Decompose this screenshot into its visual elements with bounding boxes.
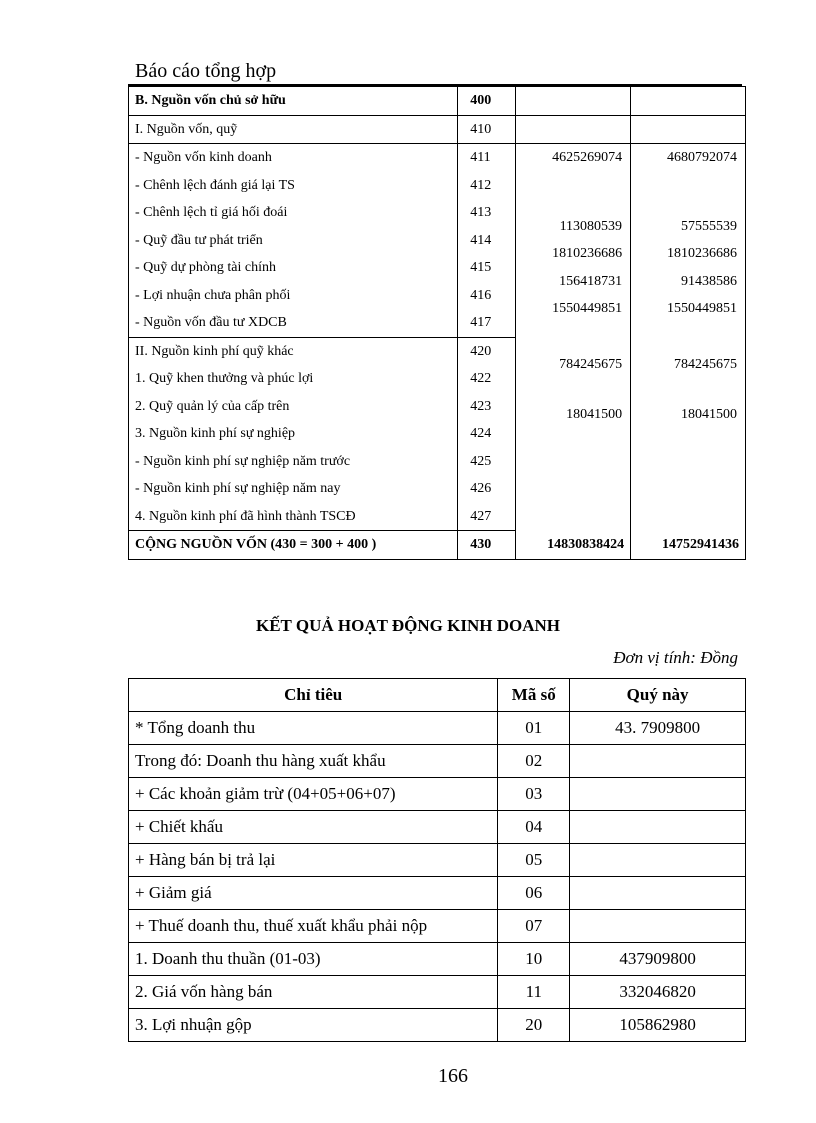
header-row [129,679,746,712]
table-row [129,712,746,745]
total-row [129,531,746,560]
row-value [570,877,746,910]
report-title: Báo cáo tổng hợp [135,60,277,82]
row-code: 426 [458,475,516,503]
row-label: - Nguồn kinh phí sự nghiệp năm trước [129,448,458,476]
row-code: 427 [458,503,516,531]
row-label: - Quỹ đầu tư phát triển [129,227,458,255]
row-label: 2. Giá vốn hàng bán [129,976,498,1009]
row-value: 105862980 [570,1009,746,1042]
row-code: 11 [498,976,570,1009]
row-label: Trong đó: Doanh thu hàng xuất khẩu [129,745,498,778]
page-number: 166 [438,1065,468,1087]
value-cell: 57555539 [681,219,737,234]
value-cell: 4680792074 [667,150,737,165]
results-table [128,678,746,1042]
total-col4: 14752941436 [631,531,746,560]
row-code: 425 [458,448,516,476]
row-code: 430 [458,531,516,560]
section-title: KẾT QUẢ HOẠT ĐỘNG KINH DOANH [256,616,560,635]
row-label: - Chênh lệch đánh giá lại TS [129,172,458,200]
table-row [129,115,746,144]
table-row [129,943,746,976]
row-label: CỘNG NGUỒN VỐN (430 = 300 + 400 ) [129,531,458,560]
row-code: 423 [458,393,516,421]
row-label: * Tổng doanh thu [129,712,498,745]
row-code: 414 [458,227,516,255]
table-row [129,144,746,172]
row-label: 4. Nguồn kinh phí đã hình thành TSCĐ [129,503,458,531]
row-code: 01 [498,712,570,745]
row-label: - Nguồn vốn kinh doanh [129,144,458,172]
row-code: 03 [498,778,570,811]
row-label: 3. Nguồn kinh phí sự nghiệp [129,420,458,448]
row-code: 04 [498,811,570,844]
row-value [570,778,746,811]
row-label: - Chênh lệch tỉ giá hối đoái [129,199,458,227]
table-row [129,745,746,778]
equity-table [128,86,746,560]
row-code: 06 [498,877,570,910]
value-cell: 4625269074 [552,150,623,165]
row-label: B. Nguồn vốn chủ sở hữu [129,87,458,116]
value-cell: 113080539 [559,219,623,234]
row-label: II. Nguồn kinh phí quỹ khác [129,337,458,365]
table-row [129,778,746,811]
row-code: 417 [458,309,516,337]
value-cell: 1550449851 [552,301,623,316]
group1-values-col3 [516,144,631,338]
row-code: 411 [458,144,516,172]
row-label: - Quỹ dự phòng tài chính [129,254,458,282]
row-label: + Chiết khấu [129,811,498,844]
table-row [129,1009,746,1042]
row-code: 413 [458,199,516,227]
row-code: 422 [458,365,516,393]
table-row [129,910,746,943]
row-code: 05 [498,844,570,877]
row-code: 10 [498,943,570,976]
row-value [570,811,746,844]
table-row [129,87,746,116]
table-row [129,844,746,877]
row-code: 02 [498,745,570,778]
table-row [129,877,746,910]
total-col3: 14830838424 [516,531,631,560]
column-header: Mã số [498,679,570,712]
table-row [129,976,746,1009]
group2-values-col3 [516,337,631,531]
row-value: 332046820 [570,976,746,1009]
row-label: - Nguồn vốn đầu tư XDCB [129,309,458,337]
row-code: 07 [498,910,570,943]
row-value: 43. 7909800 [570,712,746,745]
row-label: - Nguồn kinh phí sự nghiệp năm nay [129,475,458,503]
value-cell: 91438586 [681,274,737,289]
column-header: Chỉ tiêu [129,679,498,712]
value-cell: 1810236686 [667,246,737,261]
row-label: 3. Lợi nhuận gộp [129,1009,498,1042]
row-code: 400 [458,87,516,116]
row-value [570,844,746,877]
row-code: 412 [458,172,516,200]
row-label: 1. Quỹ khen thưởng và phúc lợi [129,365,458,393]
group2-values-col4 [631,337,746,531]
row-label: + Hàng bán bị trả lại [129,844,498,877]
value-cell: 1550449851 [667,301,737,316]
value-cell: 1810236686 [552,246,623,261]
row-value: 437909800 [570,943,746,976]
row-code: 420 [458,337,516,365]
group1-values-col4 [631,144,746,338]
table-row [129,337,746,365]
value-cell: 156418731 [559,274,623,289]
row-label: 2. Quỹ quản lý của cấp trên [129,393,458,421]
value-cell: 18041500 [681,407,737,422]
value-cell: 18041500 [566,407,623,422]
value-cell: 784245675 [674,357,737,372]
row-code: 20 [498,1009,570,1042]
row-code: 416 [458,282,516,310]
row-label: + Thuế doanh thu, thuế xuất khẩu phải nộp [129,910,498,943]
row-code: 410 [458,115,516,144]
row-label: 1. Doanh thu thuần (01-03) [129,943,498,976]
row-label: - Lợi nhuận chưa phân phối [129,282,458,310]
column-header: Quý này [570,679,746,712]
row-label: + Các khoản giảm trừ (04+05+06+07) [129,778,498,811]
row-value [570,745,746,778]
row-label: + Giảm giá [129,877,498,910]
unit-label: Đơn vị tính: Đồng [613,648,738,667]
table-row [129,811,746,844]
row-value [570,910,746,943]
row-code: 424 [458,420,516,448]
row-label: I. Nguồn vốn, quỹ [129,115,458,144]
value-cell: 784245675 [559,357,623,372]
row-code: 415 [458,254,516,282]
